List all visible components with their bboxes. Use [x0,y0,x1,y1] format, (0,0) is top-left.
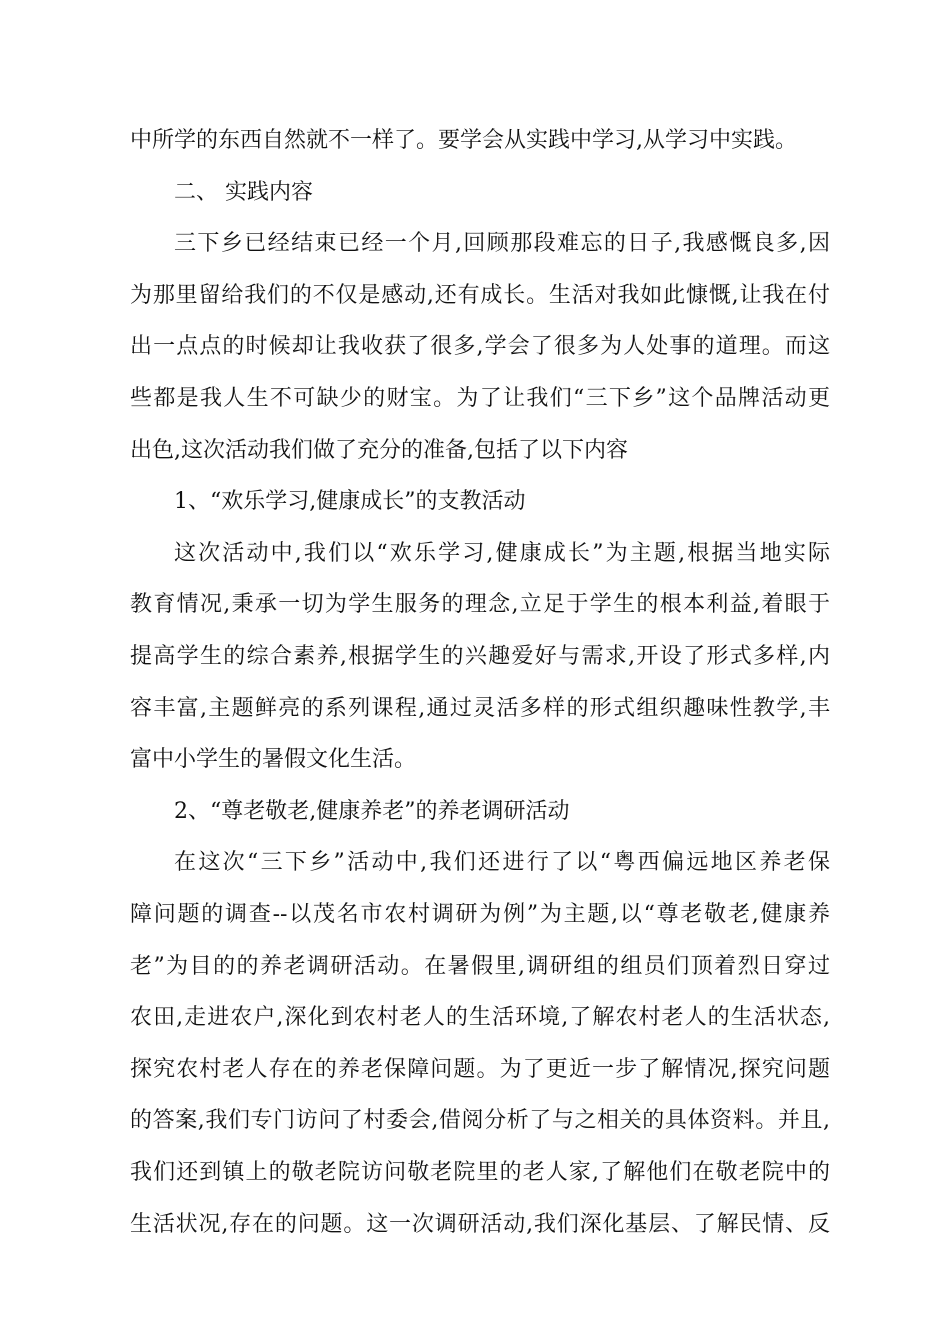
paragraph-line: 为那里留给我们的不仅是感动,还有成长。生活对我如此慷慨,让我在付 [130,283,830,308]
paragraph-line: 出色,这次活动我们做了充分的准备,包括了以下内容 [130,438,628,463]
paragraph-line: 富中小学生的暑假文化生活。 [130,747,417,772]
paragraph-line: 出一点点的时候却让我收获了很多,学会了很多为人处事的道理。而这 [130,334,830,359]
paragraph-line: 些都是我人生不可缺少的财宝。为了让我们“三下乡”这个品牌活动更 [130,386,830,411]
paragraph-line: 这次活动中,我们以“欢乐学习,健康成长”为主题,根据当地实际 [174,541,830,566]
paragraph-line: 障问题的调查--以茂名市农村调研为例”为主题,以“尊老敬老,健康养 [130,902,830,927]
paragraph-line: 容丰富,主题鲜亮的系列课程,通过灵活多样的形式组织趣味性教学,丰 [130,696,830,721]
paragraph-line: 的答案,我们专门访问了村委会,借阅分析了与之相关的具体资料。并且, [130,1108,830,1133]
subsection-heading: 2、“尊老敬老,健康养老”的养老调研活动 [174,799,570,824]
paragraph-line: 探究农村老人存在的养老保障问题。为了更近一步了解情况,探究问题 [130,1057,830,1082]
paragraph-line: 在这次“三下乡”活动中,我们还进行了以“粤西偏远地区养老保 [174,850,830,875]
paragraph-line: 老”为目的的养老调研活动。在暑假里,调研组的组员们顶着烈日穿过 [130,954,830,979]
subsection-heading: 1、“欢乐学习,健康成长”的支教活动 [174,489,526,514]
paragraph-line: 三下乡已经结束已经一个月,回顾那段难忘的日子,我感慨良多,因 [174,231,830,256]
paragraph-line: 生活状况,存在的问题。这一次调研活动,我们深化基层、了解民情、反 [130,1212,830,1237]
section-heading: 二、 实践内容 [174,180,313,205]
paragraph-line: 教育情况,秉承一切为学生服务的理念,立足于学生的根本利益,着眼于 [130,592,830,617]
paragraph-line: 提高学生的综合素养,根据学生的兴趣爱好与需求,开设了形式多样,内 [130,644,830,669]
paragraph-line: 农田,走进农户,深化到农村老人的生活环境,了解农村老人的生活状态, [130,1005,830,1030]
paragraph-line: 我们还到镇上的敬老院访问敬老院里的老人家,了解他们在敬老院中的 [130,1160,830,1185]
paragraph-line: 中所学的东西自然就不一样了。要学会从实践中学习,从学习中实践。 [130,128,797,153]
